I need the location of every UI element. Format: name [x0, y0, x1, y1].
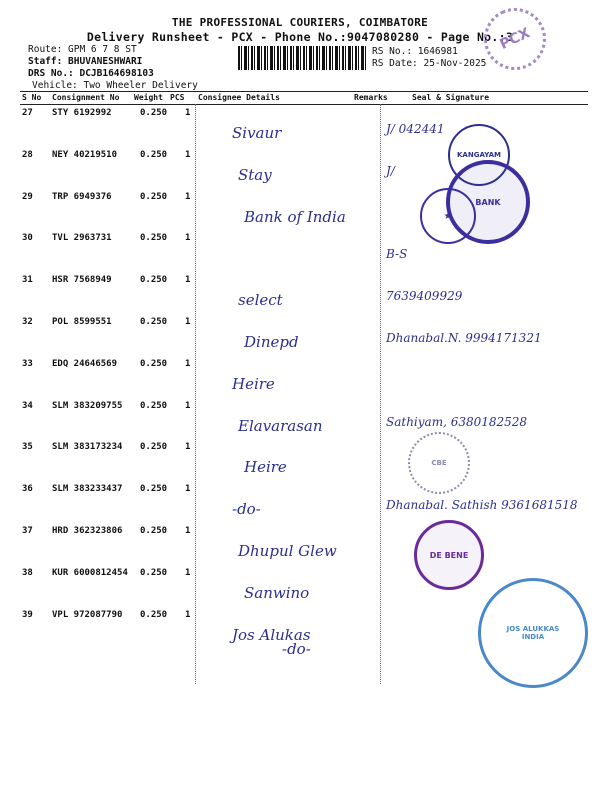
row-weight: 0.250 [140, 442, 168, 453]
row-consignee: Heire [244, 458, 287, 477]
company-title: THE PROFESSIONAL COURIERS, COIMBATORE [171, 16, 429, 29]
row-sno: 36 [22, 484, 33, 495]
row-consignment: VPL 972087790 [52, 609, 123, 620]
row-consignee: Elavarasan [238, 416, 323, 435]
row-consignment: POL 8599551 [52, 317, 112, 327]
row-pcs: 1 [185, 609, 191, 620]
row-consignment: TVL 2963731 [52, 233, 112, 244]
col-seal: Seal & Signature [412, 93, 490, 102]
row-consignee: Sivaur [232, 124, 282, 142]
drs-number-field: DRS No.: DCJB164698103 [28, 68, 154, 79]
row-pcs: 1 [185, 567, 191, 578]
row-consignee: Dhupul Glew [238, 542, 337, 560]
remarks-column-divider [380, 104, 381, 684]
row-consignment: HRD 362323806 [52, 526, 123, 536]
row-consignee: Stay [238, 165, 272, 184]
row-pcs: 1 [185, 317, 191, 327]
row-pcs: 1 [185, 108, 191, 118]
de-bene-stamp: DE BENE [414, 520, 484, 590]
row-consignment: SLM 383209755 [52, 400, 123, 411]
route-field: Route: GPM 6 7 8 ST [28, 44, 137, 55]
vehicle-field: Vehicle: Two Wheeler Delivery [32, 80, 198, 91]
jos-alukkas-stamp: JOS ALUKKAS INDIA [478, 578, 588, 688]
row-consignment: NEY 40219510 [52, 149, 118, 160]
row-consignee: Sanwino [244, 583, 310, 602]
row-sno: 31 [22, 275, 33, 286]
row-pcs: 1 [185, 358, 191, 369]
row-pcs: 1 [185, 191, 191, 202]
row-signature: J/ [386, 163, 395, 178]
row-signature: B-S [386, 247, 408, 262]
row-consignment: SLM 383173234 [52, 442, 123, 453]
col-sno: S No [22, 93, 42, 102]
row-consignee: Jos Alukas [232, 625, 311, 644]
row-consignment: SLM 383233437 [52, 484, 123, 495]
row-sno: 27 [22, 108, 33, 118]
handwritten-ditto: -do- [282, 640, 311, 658]
col-weight: Weight [134, 93, 163, 102]
row-pcs: 1 [185, 484, 191, 495]
rs-number-field: RS No.: 1646981 [372, 46, 458, 57]
row-weight: 0.250 [140, 191, 168, 202]
row-sno: 34 [22, 400, 33, 411]
row-pcs: 1 [185, 526, 191, 536]
row-signature: 7639409929 [386, 289, 463, 304]
bank-inner-stamp [420, 188, 476, 244]
row-consignee: -do- [232, 500, 261, 519]
row-consignment: STY 6192992 [52, 108, 112, 118]
row-weight: 0.250 [140, 526, 168, 536]
row-weight: 0.250 [140, 609, 168, 620]
barcode [238, 46, 368, 70]
row-consignee: Dinepd [244, 333, 299, 351]
row-weight: 0.250 [140, 149, 168, 160]
row-weight: 0.250 [140, 358, 168, 369]
round-seal-stamp: CBE [408, 432, 470, 494]
row-signature: J/ 042441 [386, 122, 445, 136]
header-top-rule [20, 91, 588, 92]
row-weight: 0.250 [140, 484, 168, 495]
row-sno: 37 [22, 526, 33, 536]
row-weight: 0.250 [140, 233, 168, 244]
row-consignment: HSR 7568949 [52, 275, 112, 286]
row-sno: 35 [22, 442, 33, 453]
row-sno: 29 [22, 191, 33, 202]
row-signature: Dhanabal. Sathish 9361681518 [386, 498, 578, 513]
row-sno: 33 [22, 358, 33, 369]
row-weight: 0.250 [140, 275, 168, 286]
consignee-column-divider [195, 104, 196, 684]
row-consignee: Heire [232, 374, 275, 393]
pcx-stamp-text: PCX [497, 25, 533, 53]
row-consignment: KUR 6000812454 [52, 567, 128, 578]
row-weight: 0.250 [140, 108, 168, 118]
header-bottom-rule [20, 104, 588, 105]
row-consignment: TRP 6949376 [52, 191, 112, 202]
row-consignment: EDQ 24646569 [52, 358, 118, 369]
row-signature: Dhanabal.N. 9994171321 [386, 331, 542, 345]
row-signature: Sathiyam, 6380182528 [386, 414, 528, 429]
row-weight: 0.250 [140, 400, 168, 411]
row-pcs: 1 [185, 400, 191, 411]
row-weight: 0.250 [140, 317, 168, 327]
row-weight: 0.250 [140, 567, 168, 578]
col-pcs: PCS [170, 93, 185, 102]
row-pcs: 1 [185, 233, 191, 244]
row-sno: 30 [22, 233, 33, 244]
row-pcs: 1 [185, 149, 191, 160]
star-icon: ★ [443, 210, 453, 222]
runsheet-subtitle: Delivery Runsheet - PCX - Phone No.:9047080280 - Page No.:3 [86, 30, 514, 44]
row-pcs: 1 [185, 275, 191, 286]
row-sno: 38 [22, 567, 33, 578]
row-consignee: Bank of India [244, 207, 346, 226]
rs-date-field: RS Date: 25-Nov-2025 [372, 58, 487, 69]
staff-field: Staff: BHUVANESHWARI [28, 56, 143, 67]
bank-stamp: BANK [446, 160, 530, 244]
row-consignee: select [238, 291, 283, 310]
row-sno: 32 [22, 317, 33, 327]
row-sno: 39 [22, 609, 33, 620]
kangayam-stamp: KANGAYAM [448, 124, 510, 186]
row-sno: 28 [22, 149, 33, 160]
col-remarks: Remarks [354, 93, 388, 102]
row-pcs: 1 [185, 442, 191, 453]
col-consignment: Consignment No [52, 93, 120, 102]
col-consignee: Consignee Details [198, 93, 280, 102]
